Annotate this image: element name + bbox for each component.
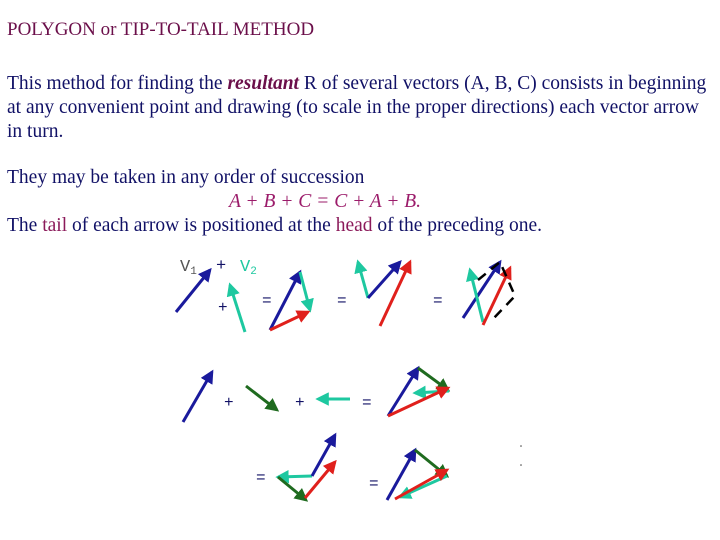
plus-sign: +	[224, 394, 234, 412]
v1-letter: V	[180, 258, 191, 277]
desc-after: R of several vectors (A, B, C) consists in beginning at any convenient point and drawing (to scale in the proper directions) each vector arrow in turn.	[7, 73, 707, 142]
vector-b-arrow	[418, 368, 448, 390]
equals-sign: =	[256, 469, 266, 487]
tail-line-end: of the preceding one.	[372, 215, 543, 236]
vector-v2-arrow	[358, 262, 368, 298]
head-term: head	[335, 215, 373, 236]
desc-before: This method for finding the	[7, 73, 228, 94]
vector-v2-arrow	[230, 285, 245, 332]
v2-label	[240, 258, 257, 278]
equals-sign: =	[369, 475, 379, 493]
equals-sign: =	[433, 292, 443, 310]
tail-line-start: The	[7, 215, 43, 236]
equals-sign: =	[262, 292, 272, 310]
plus-sign: +	[216, 257, 227, 276]
v1-subscript: 1	[190, 266, 197, 278]
vector-c-arrow	[278, 476, 312, 477]
vector-v2-arrow	[300, 272, 310, 310]
resultant-arrow	[305, 462, 335, 498]
vector-v1-arrow	[463, 262, 500, 318]
vector-b-arrow	[278, 477, 306, 500]
equals-sign: =	[362, 394, 372, 412]
stray-dot	[520, 445, 522, 447]
commutative-equation: A + B + C = C + A + B.	[229, 191, 422, 212]
order-line: They may be taken in any order of succession	[7, 167, 365, 188]
vector-a-arrow	[312, 435, 335, 476]
equals-sign: =	[337, 292, 347, 310]
tail-line-mid: of each arrow is positioned at the	[67, 215, 336, 236]
tail-term: tail	[42, 215, 68, 236]
resultant-term: resultant	[227, 73, 299, 94]
vector-b-arrow	[246, 386, 277, 410]
v2-subscript: 2	[250, 266, 257, 278]
resultant-arrow	[380, 262, 410, 326]
stray-dot	[520, 464, 522, 466]
v2-letter: V	[240, 258, 251, 277]
page-title: POLYGON or TIP-TO-TAIL METHOD	[7, 19, 315, 40]
plus-sign: +	[218, 299, 228, 317]
vector-a-arrow	[183, 372, 212, 422]
plus-sign: +	[295, 394, 305, 412]
v1-label	[180, 258, 197, 278]
